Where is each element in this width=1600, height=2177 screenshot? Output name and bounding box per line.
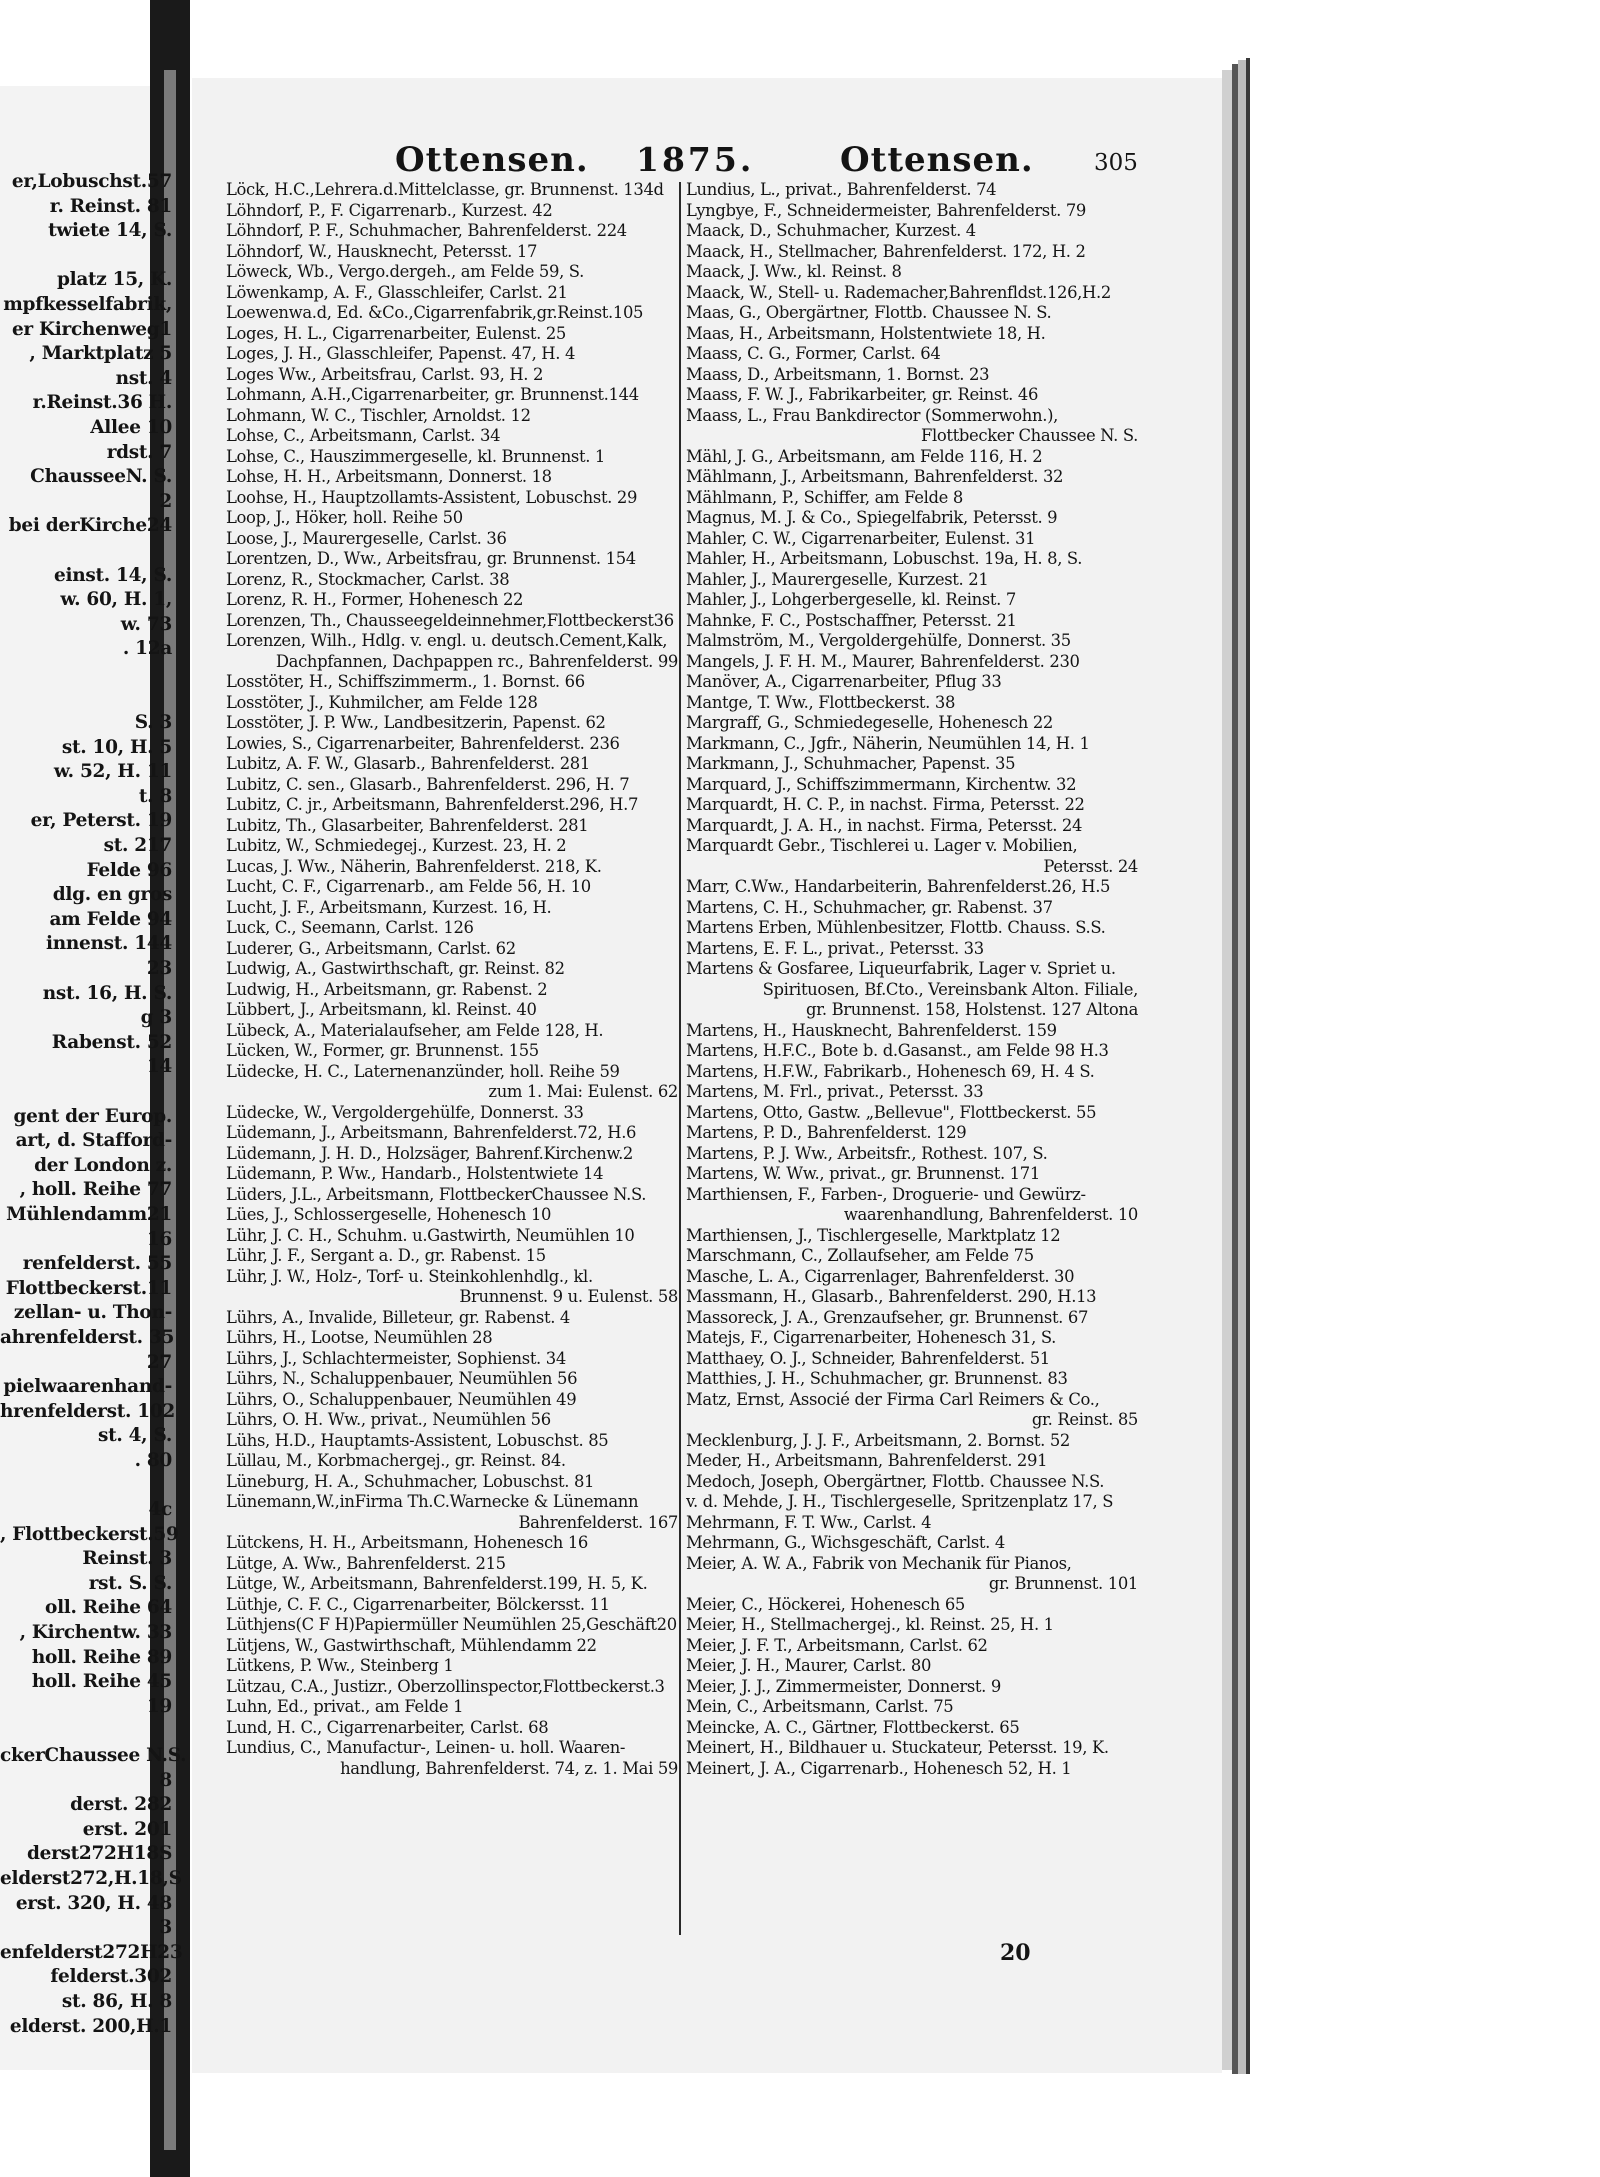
directory-entry: Mahler, J., Lohgerbergeselle, kl. Reinst. 7 (686, 590, 1016, 609)
directory-entry: Lübeck, A., Materialaufseher, am Felde 128, H. (226, 1020, 604, 1040)
directory-entry: Meier, J. F. T., Arbeitsmann, Carlst. 62 (686, 1635, 988, 1655)
header-year: 1875. (636, 140, 755, 179)
directory-entry: Martens Erben, Mühlenbesitzer, Flottb. Chauss. S.S. (686, 918, 1106, 937)
directory-entry: Maack, D., Schuhmacher, Kurzest. 4 (686, 221, 976, 240)
directory-entry: Loges, J. H., Glasschleifer, Papenst. 47, H. 4 (226, 344, 576, 363)
strip-line: innenst. 144 (45, 933, 172, 955)
directory-entry: Marschmann, C., Zollaufseher, am Felde 75 (686, 1246, 1034, 1265)
directory-entry: Lohmann, W. C., Tischler, Arnoldst. 12 (226, 405, 531, 425)
directory-entry: Lubitz, A. F. W., Glasarb., Bahrenfelderst. 281 (226, 754, 590, 773)
directory-entry: Masche, L. A., Cigarrenlager, Bahrenfelderst. 30 (686, 1266, 1075, 1286)
strip-line (0, 539, 172, 564)
directory-entry: Meder, H., Arbeitsmann, Bahrenfelderst. 291 (686, 1451, 1048, 1470)
strip-line: art, d. Stafford- (15, 1130, 172, 1152)
strip-line: . 80 (134, 1449, 172, 1471)
directory-entry: Lundius, L., privat., Bahrenfelderst. 74 (686, 180, 997, 199)
directory-entry: Lüthje, C. F. C., Cigarrenarbeiter, Bölckersst. 11 (226, 1594, 610, 1614)
directory-entry: gr. Reinst. 85 (1031, 1410, 1138, 1429)
strip-line: gent der Europ. (13, 1105, 172, 1127)
directory-entry: Lucht, C. F., Cigarrenarb., am Felde 56, H. 10 (226, 877, 591, 896)
directory-entry: Matejs, F., Cigarrenarbeiter, Hohenesch 31, S. (686, 1328, 1057, 1347)
directory-entry: Lohse, C., Arbeitsmann, Carlst. 34 (226, 426, 501, 445)
directory-entry: Lüdemann, J., Arbeitsmann, Bahrenfelderst.72, H.6 (226, 1123, 637, 1142)
strip-line: Felde 96 (86, 859, 172, 881)
directory-entry: Loewenwa.d, Ed. &Co.,Cigarrenfabrik,gr.Reinst.105 (226, 303, 644, 322)
directory-entry: Martens, P. J. Ww., Arbeitsfr., Rothest. 107, S. (686, 1143, 1048, 1163)
directory-entry: Mein, C., Arbeitsmann, Carlst. 75 (686, 1697, 954, 1716)
directory-entry: Meincke, A. C., Gärtner, Flottbeckerst. 65 (686, 1717, 1020, 1737)
directory-entry: Meier, A. W. A., Fabrik von Mechanik für Pianos, (686, 1553, 1072, 1573)
strip-line: , holl. Reihe 77 (19, 1179, 172, 1201)
directory-entry: Lüllau, M., Korbmachergej., gr. Reinst. 84. (226, 1451, 566, 1470)
strip-line (0, 1473, 172, 1498)
directory-entry: Lühs, H.D., Hauptamts-Assistent, Lobuschst. 85 (226, 1430, 609, 1450)
directory-entry: Marquard, J., Schiffszimmermann, Kirchentw. 32 (686, 774, 1077, 794)
directory-entry: Lorenz, R. H., Former, Hohenesch 22 (226, 590, 524, 609)
directory-entry: Margraff, G., Schmiedegeselle, Hohenesch 22 (686, 713, 1053, 732)
strip-line: mpfkesselfabrik, (3, 293, 172, 315)
directory-entry: Lorenzen, Wilh., Hdlg. v. engl. u. deutsch.Cement,Kalk, (226, 631, 668, 650)
directory-entry: Brunnenst. 9 u. Eulenst. 58 (459, 1287, 678, 1306)
left-page-strip (0, 170, 187, 2037)
directory-entry: Martens, H., Hausknecht, Bahrenfelderst. 159 (686, 1020, 1057, 1040)
directory-entry: Dachpfannen, Dachpappen rc., Bahrenfelderst. 99 (275, 651, 678, 671)
directory-entry: Lünemann,W.,inFirma Th.C.Warnecke & Lünemann (226, 1492, 639, 1511)
strip-line: 27 (146, 1351, 172, 1373)
strip-line: r.Reinst.36 H. (32, 392, 172, 414)
directory-entry: Mahler, J., Maurergeselle, Kurzest. 21 (686, 569, 989, 589)
strip-line: Rabenst. 52 (51, 1031, 172, 1053)
directory-entry: Lubitz, W., Schmiedegej., Kurzest. 23, H. 2 (226, 836, 567, 855)
directory-entry: Maass, C. G., Former, Carlst. 64 (686, 344, 941, 363)
directory-entry: Loges, H. L., Cigarrenarbeiter, Eulenst. 25 (226, 323, 567, 343)
directory-entry: Martens, M. Frl., privat., Petersst. 33 (686, 1082, 984, 1101)
strip-line: bei derKirche24 (8, 515, 172, 537)
directory-entry: Marr, C.Ww., Handarbeiterin, Bahrenfelderst.26, H.5 (686, 877, 1111, 896)
strip-line: am Felde 94 (49, 908, 172, 930)
directory-entry: Marquardt, J. A. H., in nachst. Firma, Petersst. 24 (686, 815, 1083, 835)
strip-line: rst. S. S. (88, 1572, 172, 1594)
strip-line: derst272H18S (26, 1843, 172, 1865)
directory-entry: Lorenzen, Th., Chausseegeldeinnehmer,Flottbeckerst36 (226, 610, 674, 630)
directory-entry: Meier, H., Stellmachergej., kl. Reinst. 25, H. 1 (686, 1615, 1054, 1634)
directory-entry: Mantge, T. Ww., Flottbeckerst. 38 (686, 692, 956, 712)
directory-entry: Martens, H.F.W., Fabrikarb., Hohenesch 69, H. 4 S. (686, 1061, 1095, 1081)
strip-line: der London z. (34, 1154, 172, 1176)
directory-entry: Mählmann, J., Arbeitsmann, Bahrenfelderst. 32 (686, 467, 1064, 486)
strip-line: w. 52, H. 11 (53, 761, 172, 783)
strip-line: Mühlendamm21 (6, 1203, 172, 1225)
strip-line: twiete 14, S. (48, 220, 172, 242)
directory-entry: Mahnke, F. C., Postschaffner, Petersst. 21 (686, 610, 1017, 630)
strip-line: dlg. en gros (52, 884, 172, 906)
directory-entry: gr. Brunnenst. 101 (988, 1574, 1138, 1593)
directory-entry: Lubitz, C. sen., Glasarb., Bahrenfelderst. 296, H. 7 (226, 774, 630, 794)
directory-entry: Lührs, N., Schaluppenbauer, Neumühlen 56 (226, 1369, 578, 1388)
strip-line: er, Peterst. 19 (30, 810, 172, 832)
directory-entry: Lütkens, P. Ww., Steinberg 1 (226, 1656, 454, 1675)
directory-entry: Martens, Otto, Gastw. „Bellevue", Flottbeckerst. 55 (686, 1102, 1097, 1122)
directory-entry: Manöver, A., Cigarrenarbeiter, Pflug 33 (686, 672, 1002, 691)
directory-entry: Matthaey, O. J., Schneider, Bahrenfelderst. 51 (686, 1348, 1050, 1368)
directory-entry: Mähl, J. G., Arbeitsmann, am Felde 116, H. 2 (686, 446, 1043, 466)
strip-line: . 12a (122, 638, 172, 660)
directory-entry: Marthiensen, F., Farben-, Droguerie- und Gewürz- (686, 1184, 1086, 1204)
strip-line: , Flottbeckerst.59 (0, 1523, 179, 1545)
directory-entry: Malmström, M., Vergoldergehülfe, Donnerst. 35 (686, 631, 1071, 650)
strip-line: 8 (159, 1769, 172, 1791)
directory-entry: Löwenkamp, A. F., Glasschleifer, Carlst. 21 (226, 282, 568, 302)
directory-entry: waarenhandlung, Bahrenfelderst. 10 (843, 1205, 1138, 1224)
directory-entry: Lyngbye, F., Schneidermeister, Bahrenfelderst. 79 (686, 200, 1086, 220)
directory-entry: Meier, J. J., Zimmermeister, Donnerst. 9 (686, 1676, 1001, 1696)
strip-line: einst. 14, S. (54, 564, 172, 586)
strip-line: renfelderst. 55 (22, 1253, 172, 1275)
directory-entry: Meier, J. H., Maurer, Carlst. 80 (686, 1656, 932, 1675)
directory-entry: Losstöter, H., Schiffszimmerm., 1. Bornst. 66 (226, 672, 585, 691)
strip-line: ahrenfelderst. 35 (0, 1326, 175, 1348)
directory-entry: Lüdecke, H. C., Laternenanzünder, holl. Reihe 59 (226, 1061, 620, 1081)
page-number: 305 (1094, 150, 1138, 176)
directory-entry: Lorentzen, D., Ww., Arbeitsfrau, gr. Brunnenst. 154 (226, 549, 636, 568)
strip-line: hrenfelderst. 102 (0, 1400, 175, 1422)
directory-entry: Lührs, O. H. Ww., privat., Neumühlen 56 (226, 1410, 551, 1429)
directory-entry: Massoreck, J. A., Grenzaufseher, gr. Brunnenst. 67 (686, 1307, 1089, 1327)
directory-entry: Löhndorf, P. F., Schuhmacher, Bahrenfelderst. 224 (226, 221, 627, 240)
directory-entry: Losstöter, J. P. Ww., Landbesitzerin, Papenst. 62 (226, 713, 606, 732)
directory-entry: Lührs, A., Invalide, Billeteur, gr. Rabenst. 4 (226, 1307, 570, 1327)
strip-line: pielwaarenhand- (3, 1376, 172, 1398)
directory-entry: Lütckens, H. H., Arbeitsmann, Hohenesch 16 (226, 1533, 589, 1552)
directory-entry: Lubitz, Th., Glasarbeiter, Bahrenfelderst. 281 (226, 815, 589, 835)
directory-entry: Lüders, J.L., Arbeitsmann, FlottbeckerChaussee N.S. (226, 1184, 647, 1204)
strip-line: ckerChaussee N.S. (0, 1745, 187, 1766)
directory-entry: Lüdemann, J. H. D., Holzsäger, Bahrenf.Kirchenw.2 (226, 1143, 634, 1163)
strip-line: st. 217 (103, 835, 172, 857)
directory-entry: Lühr, J. F., Sergant a. D., gr. Rabenst. 15 (226, 1246, 546, 1265)
directory-entry: Bahrenfelderst. 167 (518, 1512, 678, 1532)
directory-entry: Ludwig, A., Gastwirthschaft, gr. Reinst. 82 (226, 959, 565, 978)
directory-entry: Medoch, Joseph, Obergärtner, Flottb. Chaussee N.S. (686, 1471, 1105, 1491)
directory-entry: Matthies, J. H., Schuhmacher, gr. Brunnenst. 83 (686, 1369, 1068, 1388)
directory-entry: Lüdemann, P. Ww., Handarb., Holstentwiete 14 (226, 1164, 604, 1183)
strip-line: r. Reinst. 81 (49, 195, 172, 217)
header-right-title: Ottensen. (840, 140, 1034, 180)
strip-line: 4c (148, 1499, 172, 1521)
strip-line: 2 (159, 490, 172, 512)
directory-entry: Maass, D., Arbeitsmann, 1. Bornst. 23 (686, 364, 990, 384)
directory-entry: Lübbert, J., Arbeitsmann, kl. Reinst. 40 (226, 1000, 537, 1019)
signature-mark: 20 (1000, 1940, 1031, 1966)
strip-line: st. 86, H. 8 (61, 1990, 172, 2012)
strip-line: felderst.302 (50, 1966, 172, 1988)
strip-line (0, 244, 172, 269)
strip-line (0, 1080, 172, 1105)
directory-entry: Spirituosen, Bf.Cto., Vereinsbank Alton. Filiale, (762, 979, 1138, 999)
strip-line: S. 3 (134, 712, 172, 734)
directory-entry: Maack, W., Stell- u. Rademacher,Bahrenfldst.126,H.2 (686, 282, 1111, 302)
directory-entry: Luhn, Ed., privat., am Felde 1 (226, 1697, 464, 1716)
directory-entry: Löck, H.C.,Lehrera.d.Mittelclasse, gr. Brunnenst. 134d (226, 180, 664, 199)
strip-line: st. 10, H. 5 (61, 736, 172, 758)
directory-entry: Mehrmann, F. T. Ww., Carlst. 4 (686, 1512, 932, 1532)
directory-entry: Mangels, J. F. H. M., Maurer, Bahrenfelderst. 230 (686, 651, 1080, 671)
directory-entry: Lüthjens(C F H)Papiermüller Neumühlen 25,Geschäft20 (226, 1615, 677, 1634)
directory-entry: Maas, H., Arbeitsmann, Holstentwiete 18, H. (686, 323, 1046, 343)
directory-entry: Lohse, H. H., Arbeitsmann, Donnerst. 18 (226, 467, 552, 486)
directory-entry: Magnus, M. J. & Co., Spiegelfabrik, Petersst. 9 (686, 508, 1058, 527)
strip-line: holl. Reihe 89 (31, 1646, 172, 1668)
strip-line (0, 1719, 172, 1744)
directory-entry: Martens & Gosfaree, Liqueurfabrik, Lager v. Spriet u. (686, 959, 1116, 978)
directory-entry: Lowies, S., Cigarrenarbeiter, Bahrenfelderst. 236 (226, 733, 620, 753)
strip-line: platz 15, K. (57, 269, 172, 291)
strip-line: elderst272,H.18,S (0, 1867, 182, 1889)
directory-entry: Lüneburg, H. A., Schuhmacher, Lobuschst. 81 (226, 1471, 595, 1491)
strip-line: w. 73 (120, 613, 172, 635)
directory-entry: Martens, H.F.C., Bote b. d.Gasanst., am Felde 98 H.3 (686, 1041, 1109, 1060)
strip-line (0, 662, 172, 687)
strip-line: nst. 4 (115, 367, 172, 389)
directory-entry: Maack, H., Stellmacher, Bahrenfelderst. 172, H. 2 (686, 241, 1086, 261)
directory-entry: Lües, J., Schlossergeselle, Hohenesch 10 (226, 1205, 552, 1224)
directory-entry: Markmann, C., Jgfr., Näherin, Neumühlen 14, H. 1 (686, 733, 1090, 753)
strip-line: 19 (146, 1695, 172, 1717)
strip-line: 14 (146, 1056, 172, 1078)
directory-entry: Lütge, W., Arbeitsmann, Bahrenfelderst.199, H. 5, K. (226, 1574, 648, 1593)
directory-entry: Marthiensen, J., Tischlergeselle, Marktplatz 12 (686, 1225, 1061, 1245)
directory-entry: Loges Ww., Arbeitsfrau, Carlst. 93, H. 2 (226, 364, 544, 384)
strip-line: enfelderst272H23 (0, 1941, 183, 1963)
directory-entry: gr. Brunnenst. 158, Holstenst. 127 Altona (806, 1000, 1138, 1019)
directory-entry: handlung, Bahrenfelderst. 74, z. 1. Mai 59 (340, 1758, 678, 1778)
strip-line: 23 (146, 958, 172, 979)
directory-entry: Luck, C., Seemann, Carlst. 126 (226, 918, 474, 937)
strip-line: , Marktplatz 5 (29, 343, 172, 365)
directory-entry: Maack, J. Ww., kl. Reinst. 8 (686, 262, 902, 281)
directory-entry: Martens, P. D., Bahrenfelderst. 129 (686, 1123, 967, 1142)
directory-entry: Loose, J., Maurergeselle, Carlst. 36 (226, 528, 507, 548)
directory-entry: Losstöter, J., Kuhmilcher, am Felde 128 (226, 692, 538, 712)
directory-entry: Lührs, H., Lootse, Neumühlen 28 (226, 1328, 493, 1347)
directory-entry: Martens, C. H., Schuhmacher, gr. Rabenst. 37 (686, 897, 1053, 917)
directory-entry: Maass, L., Frau Bankdirector (Sommerwohn.), (686, 405, 1058, 425)
directory-entry: Markmann, J., Schuhmacher, Papenst. 35 (686, 754, 1016, 773)
strip-line: Reinst. 3 (82, 1548, 172, 1570)
directory-entry: Marquardt Gebr., Tischlerei u. Lager v. Mobilien, (686, 836, 1078, 855)
directory-entry: zum 1. Mai: Eulenst. 62 (488, 1082, 678, 1101)
strip-line: w. 60, H. 1, (60, 589, 172, 611)
directory-entry: Meier, C., Höckerei, Hohenesch 65 (686, 1594, 965, 1614)
directory-entry: Martens, E. F. L., privat., Petersst. 33 (686, 938, 984, 958)
directory-entry: v. d. Mehde, J. H., Tischlergeselle, Spritzenplatz 17, S (686, 1492, 1114, 1511)
directory-entry: Mählmann, P., Schiffer, am Felde 8 (686, 487, 963, 507)
directory-entry: Mehrmann, G., Wichsgeschäft, Carlst. 4 (686, 1533, 1005, 1552)
strip-line: elderst. 200,H.1 (9, 2015, 172, 2037)
directory-entry: Lorenz, R., Stockmacher, Carlst. 38 (226, 569, 510, 589)
strip-line: holl. Reihe 45 (31, 1671, 172, 1693)
header-left-title: Ottensen. (395, 140, 589, 180)
directory-entry: Löhndorf, P., F. Cigarrenarb., Kurzest. 42 (226, 200, 553, 220)
directory-entry: Lütjens, W., Gastwirthschaft, Mühlendamm 22 (226, 1635, 597, 1655)
strip-line: ChausseeN. S. (30, 466, 172, 488)
directory-entry: Lühr, J. C. H., Schuhm. u.Gastwirth, Neumühlen 10 (226, 1225, 635, 1245)
strip-line (0, 686, 172, 711)
strip-line: t. 8 (138, 785, 172, 807)
left-directory-column (226, 180, 678, 1779)
directory-entry: Lührs, O., Schaluppenbauer, Neumühlen 49 (226, 1389, 577, 1409)
strip-line: Flottbeckerst.11 (5, 1277, 172, 1299)
directory-entry: Lütge, A. Ww., Bahrenfelderst. 215 (226, 1553, 506, 1573)
directory-entry: Meinert, H., Bildhauer u. Stuckateur, Petersst. 19, K. (686, 1738, 1109, 1757)
directory-entry: Lohmann, A.H.,Cigarrenarbeiter, gr. Brunnenst.144 (226, 385, 639, 404)
directory-entry: Luderer, G., Arbeitsmann, Carlst. 62 (226, 938, 516, 958)
directory-entry: Martens, W. Ww., privat., gr. Brunnenst. 171 (686, 1164, 1040, 1183)
directory-entry: Loohse, H., Hauptzollamts-Assistent, Lobuschst. 29 (226, 487, 638, 507)
directory-entry: Marquardt, H. C. P., in nachst. Firma, Petersst. 22 (686, 795, 1085, 814)
directory-entry: Lucas, J. Ww., Näherin, Bahrenfelderst. 218, K. (226, 856, 602, 876)
strip-line: derst. 282 (70, 1794, 172, 1816)
directory-entry: Lundius, C., Manufactur-, Leinen- u. holl. Waaren- (226, 1738, 626, 1757)
directory-entry: Massmann, H., Glasarb., Bahrenfelderst. 290, H.13 (686, 1287, 1097, 1306)
strip-line: zellan- u. Thon- (13, 1302, 172, 1324)
strip-line: st. 4, S. (97, 1425, 172, 1447)
strip-line: oll. Reihe 64 (45, 1597, 172, 1619)
directory-entry: Lucht, J. F., Arbeitsmann, Kurzest. 16, H. (226, 897, 552, 917)
directory-entry: Flottbecker Chaussee N. S. (920, 426, 1138, 445)
strip-line: rdst. 7 (106, 441, 172, 463)
directory-entry: Lücken, W., Former, gr. Brunnenst. 155 (226, 1041, 539, 1060)
directory-entry: Maass, F. W. J., Fabrikarbeiter, gr. Reinst. 46 (686, 385, 1039, 404)
directory-entry: Lubitz, C. jr., Arbeitsmann, Bahrenfelderst.296, H.7 (226, 795, 639, 814)
right-directory-column (686, 180, 1138, 1779)
strip-line: , Kirchentw. 33 (19, 1622, 172, 1644)
strip-line: nst. 16, H. S. (42, 982, 172, 1004)
directory-entry: Lühr, J. W., Holz-, Torf- u. Steinkohlenhdlg., kl. (226, 1266, 593, 1286)
directory-entry: Lührs, J., Schlachtermeister, Sophienst. 34 (226, 1348, 566, 1368)
directory-entry: Löhndorf, W., Hausknecht, Petersst. 17 (226, 241, 538, 261)
directory-entry: Mahler, C. W., Cigarrenarbeiter, Eulenst. 31 (686, 528, 1036, 548)
directory-entry: Lund, H. C., Cigarrenarbeiter, Carlst. 68 (226, 1717, 549, 1737)
directory-entry: Lohse, C., Hauszimmergeselle, kl. Brunnenst. 1 (226, 446, 606, 466)
strip-line: 16 (146, 1228, 172, 1250)
directory-entry: Löweck, Wb., Vergo.dergeh., am Felde 59, S. (226, 262, 584, 281)
directory-entry: Mahler, H., Arbeitsmann, Lobuschst. 19a, H. 8, S. (686, 549, 1083, 568)
strip-line: erst. 201 (82, 1818, 172, 1840)
strip-line: Allee 10 (90, 416, 172, 438)
strip-line: g 3 (140, 1007, 172, 1029)
directory-entry: Meinert, J. A., Cigarrenarb., Hohenesch 52, H. 1 (686, 1758, 1072, 1778)
directory-entry: Matz, Ernst, Associé der Firma Carl Reimers & Co., (686, 1389, 1100, 1409)
directory-entry: Lüdecke, W., Vergoldergehülfe, Donnerst. 33 (226, 1102, 584, 1122)
directory-entry: Lützau, C.A., Justizr., Oberzollinspector,Flottbeckerst.3 (226, 1676, 665, 1696)
directory-entry: Maas, G., Obergärtner, Flottb. Chaussee N. S. (686, 303, 1052, 322)
directory-entry: Ludwig, H., Arbeitsmann, gr. Rabenst. 2 (226, 979, 548, 999)
strip-line: 3 (159, 1917, 172, 1939)
strip-line: er,Lobuschst.57 (11, 171, 172, 192)
strip-line: erst. 320, H. 48 (15, 1892, 172, 1914)
directory-entry: Petersst. 24 (1043, 856, 1138, 876)
strip-line: er Kirchenweg1 (11, 318, 172, 340)
directory-entry: Loop, J., Höker, holl. Reihe 50 (226, 508, 463, 527)
directory-entry: Mecklenburg, J. J. F., Arbeitsmann, 2. Bornst. 52 (686, 1430, 1071, 1450)
